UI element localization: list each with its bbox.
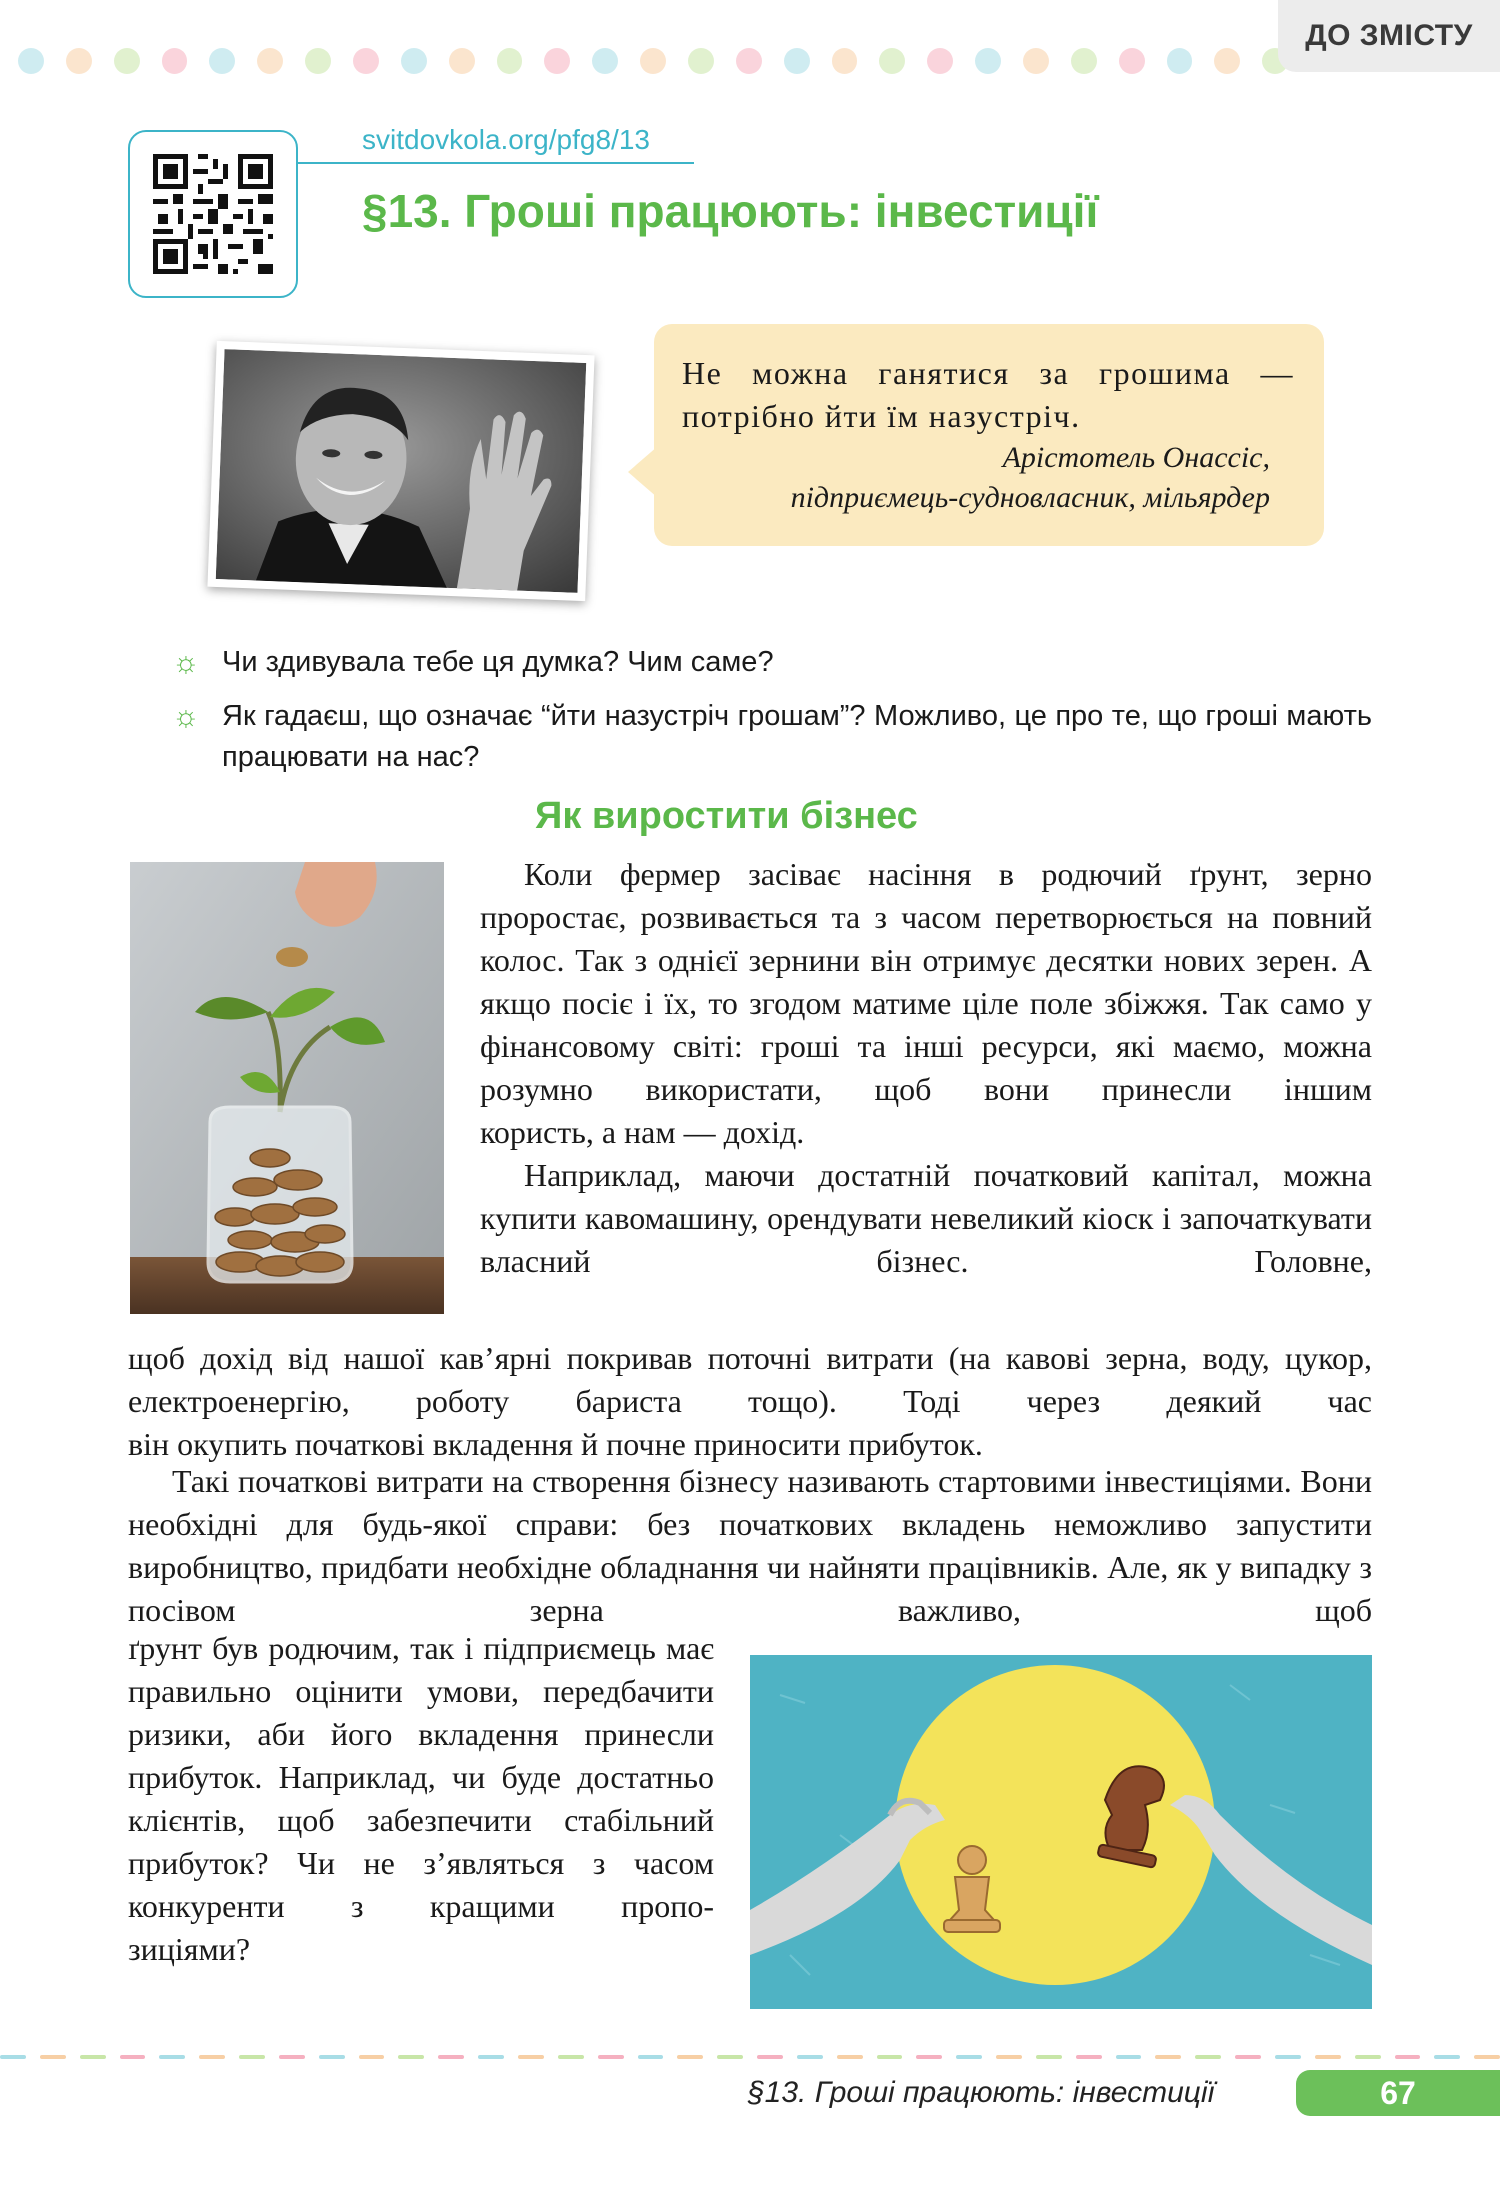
paragraph-text: Коли фермер засіває насіння в родючий ґрунт, зерно проростає, розвивається та з часом перетворюється на повний колос. Так з однієї зернини він отримує десятки нових зерен. А якщо посіє і їх, то згодом матиме ціле поле збіжжя. Так само у фінансовому світі: гроші та інші ресурси, які маємо, можна розумно використати, щоб вони принесли іншим: [480, 856, 1372, 1107]
quote-author-role: підприємець-судновласник, мільярдер: [790, 481, 1270, 514]
quote-author: Арістотель Онассіс,: [1002, 441, 1270, 474]
paragraph-text: Наприклад, маючи достатній початковий капітал, можна купити кавомашину, орендувати невеликий кіоск і започаткувати власний бізнес. Головне,: [480, 1157, 1372, 1279]
quote-tail: [628, 446, 658, 498]
list-item: [172, 642, 1372, 683]
decorative-dot: [353, 48, 379, 74]
decorative-dash: [877, 2055, 903, 2059]
decorative-dot: [497, 48, 523, 74]
decorative-dash: [1474, 2055, 1500, 2059]
decorative-dot: [640, 48, 666, 74]
quote-bubble: [654, 324, 1324, 546]
decorative-dot: [1071, 48, 1097, 74]
decorative-dash: [80, 2055, 106, 2059]
paragraph-3: [128, 1460, 1372, 1632]
decorative-dot: [975, 48, 1001, 74]
decorative-dot: [879, 48, 905, 74]
decorative-dot: [162, 48, 188, 74]
paragraph-2: [128, 1337, 1372, 1466]
chess-hands-photo: [750, 1655, 1372, 2009]
question-list: [172, 642, 1372, 791]
decorative-dot: [736, 48, 762, 74]
portrait-photo: [207, 341, 594, 601]
quote-text: Не можна ганятися за грошима — потрібно йти їм назустріч.: [682, 355, 1294, 434]
running-title: §13. Гроші працюють: інвестиції: [748, 2076, 1215, 2109]
decorative-dot: [66, 48, 92, 74]
decorative-dot: [449, 48, 475, 74]
paragraph-1: [480, 853, 1372, 1283]
decorative-dash: [598, 2055, 624, 2059]
section-title: §13. Гроші працюють: інвестиції: [362, 185, 1099, 237]
decorative-dash: [478, 2055, 504, 2059]
qr-code-frame[interactable]: [128, 130, 298, 298]
decorative-dash: [159, 2055, 185, 2059]
decorative-dash: [40, 2055, 66, 2059]
paragraph-text: він окупить початкові вкладення й почне приносити прибуток.: [128, 1426, 983, 1462]
decorative-dot: [832, 48, 858, 74]
decorative-dash: [199, 2055, 225, 2059]
paragraph-text: зиціями?: [128, 1931, 251, 1967]
link-underline: [298, 162, 694, 164]
decorative-dot: [688, 48, 714, 74]
decorative-dash: [1395, 2055, 1421, 2059]
decorative-dot: [784, 48, 810, 74]
paragraph-text: користь, а нам — дохід.: [480, 1114, 805, 1150]
paragraph-text: Такі початкові витрати на створення бізнесу називають стартовими інвестиціями. Вони необхідні для будь-якої справи: без початкових вкладень неможливо запустити виробництво, придбати необхідне обладнання чи найняти працівників. Але, як у випадку з посівом зерна важливо, щоб: [128, 1463, 1372, 1628]
decorative-dash: [518, 2055, 544, 2059]
decorative-dot: [1119, 48, 1145, 74]
table-of-contents-button[interactable]: ДО ЗМІСТУ: [1278, 0, 1500, 72]
coin-plant-photo: [130, 862, 444, 1314]
decorative-dot: [1167, 48, 1193, 74]
decorative-dash: [558, 2055, 584, 2059]
decorative-dot: [305, 48, 331, 74]
subheading: Як виростити бізнес: [535, 795, 918, 837]
section-link[interactable]: svitdovkola.org/pfg8/13: [362, 124, 650, 155]
decorative-dot: [257, 48, 283, 74]
decorative-dots: [18, 48, 1288, 74]
decorative-dash: [996, 2055, 1022, 2059]
sun-icon: ☼: [172, 700, 200, 733]
decorative-dot: [401, 48, 427, 74]
decorative-dash: [1355, 2055, 1381, 2059]
decorative-dash: [757, 2055, 783, 2059]
decorative-dot: [1023, 48, 1049, 74]
decorative-dash: [1315, 2055, 1341, 2059]
decorative-dash: [677, 2055, 703, 2059]
decorative-dash: [638, 2055, 664, 2059]
decorative-dot: [544, 48, 570, 74]
decorative-dash: [438, 2055, 464, 2059]
list-item: [172, 696, 1372, 778]
decorative-dash: [1195, 2055, 1221, 2059]
decorative-dot: [927, 48, 953, 74]
decorative-dot: [592, 48, 618, 74]
decorative-dash: [239, 2055, 265, 2059]
decorative-dash: [279, 2055, 305, 2059]
paragraph-4: [128, 1627, 714, 1971]
decorative-dash: [1235, 2055, 1261, 2059]
decorative-dot: [209, 48, 235, 74]
decorative-dash: [837, 2055, 863, 2059]
decorative-dash: [956, 2055, 982, 2059]
decorative-dash: [1036, 2055, 1062, 2059]
question-text: Як гадаєш, що означає “йти назустріч грошам”? Можливо, це про те, що гроші мають працювати на нас?: [222, 700, 1372, 773]
decorative-dot: [1214, 48, 1240, 74]
decorative-dash: [120, 2055, 146, 2059]
decorative-dot: [114, 48, 140, 74]
decorative-dash: [1155, 2055, 1181, 2059]
qr-code-icon: [148, 149, 278, 279]
sun-icon: ☼: [172, 646, 200, 679]
page-number: 67: [1296, 2070, 1500, 2116]
decorative-dash: [0, 2055, 26, 2059]
decorative-dash: [1116, 2055, 1142, 2059]
question-text: Чи здивувала тебе ця думка? Чим саме?: [222, 646, 774, 678]
decorative-dash: [359, 2055, 385, 2059]
decorative-dash: [1076, 2055, 1102, 2059]
decorative-dash: [319, 2055, 345, 2059]
decorative-dash: [717, 2055, 743, 2059]
decorative-dash: [797, 2055, 823, 2059]
decorative-dot: [18, 48, 44, 74]
decorative-dash: [1275, 2055, 1301, 2059]
paragraph-text: щоб дохід від нашої кав’ярні покривав поточні витрати (на кавові зерна, воду, цукор, електроенергію, роботу бариста тощо). Тоді через деякий час: [128, 1340, 1372, 1419]
decorative-dash-line: [0, 2055, 1500, 2059]
paragraph-text: ґрунт був родючим, так і підприємець має правильно оцінити умови, передбачити ризики, аби його вкладення принесли прибуток. Наприклад, чи буде достатньо клієнтів, щоб забезпечити стабільний прибуток? Чи не з’являться з часом конкуренти з кращими пропо-: [128, 1630, 714, 1924]
decorative-dash: [1434, 2055, 1460, 2059]
decorative-dash: [916, 2055, 942, 2059]
decorative-dash: [398, 2055, 424, 2059]
